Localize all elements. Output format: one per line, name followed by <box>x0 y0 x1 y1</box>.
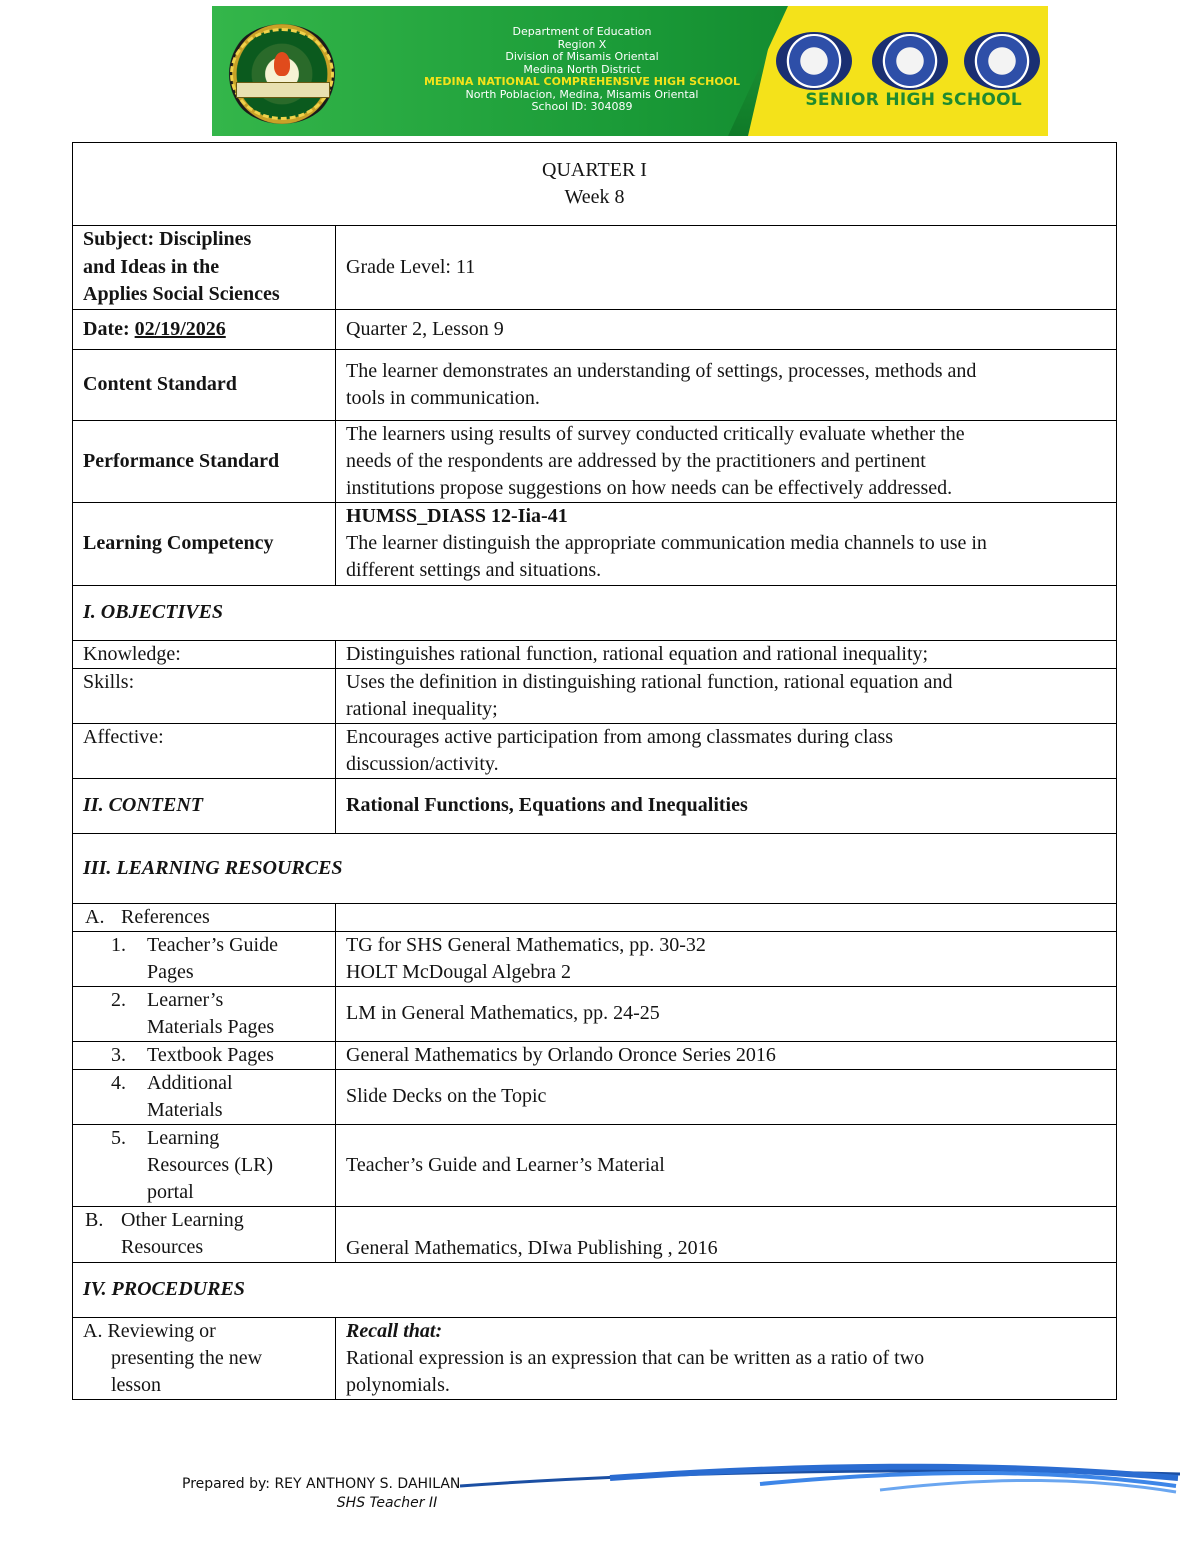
procedures-heading: IV. PROCEDURES <box>73 1262 1117 1317</box>
knowledge-row <box>73 640 1117 668</box>
resource-item-label <box>73 1124 336 1206</box>
text-line: TG for SHS General Mathematics, pp. 30-32 <box>346 933 706 956</box>
affective-text <box>336 723 1117 778</box>
performance-standard-row <box>73 420 1117 502</box>
resource-item-value: General Mathematics by Orlando Oronce Series 2016 <box>336 1041 1117 1069</box>
subject-line: Applies Social Sciences <box>83 283 280 305</box>
school-letterhead <box>362 26 802 114</box>
skills-text <box>336 668 1117 723</box>
text-line: lesson <box>111 1373 161 1396</box>
resource-item-row <box>73 1069 1117 1124</box>
procedures-heading-row <box>73 1262 1117 1317</box>
review-label <box>73 1317 336 1399</box>
references-value <box>336 903 1117 931</box>
content-standard-text <box>336 349 1117 420</box>
list-marker: 2. <box>111 988 126 1011</box>
content-standard-label: Content Standard <box>73 349 336 420</box>
list-marker: 3. <box>111 1043 126 1066</box>
text-line: different settings and situations. <box>346 559 602 581</box>
text-line: Encourages active participation from among classmates during class <box>346 725 894 748</box>
resource-item-label <box>73 931 336 986</box>
text-line: discussion/activity. <box>346 752 499 775</box>
resources-heading: III. LEARNING RESOURCES <box>73 833 1117 903</box>
dept-name: Department of Education <box>512 25 652 38</box>
resource-item-value: Teacher’s Guide and Learner’s Material <box>336 1124 1117 1206</box>
week-title: Week 8 <box>564 186 625 208</box>
text-line: portal <box>147 1180 194 1203</box>
list-marker: 4. <box>111 1071 126 1094</box>
text-line: HOLT McDougal Algebra 2 <box>346 960 571 983</box>
performance-standard-text <box>336 420 1117 502</box>
text-line: Pages <box>147 960 194 983</box>
text-line: Learner’s <box>147 988 224 1011</box>
performance-standard-label: Performance Standard <box>73 420 336 502</box>
school-address: North Poblacion, Medina, Misamis Oriental <box>465 87 699 101</box>
affective-row <box>73 723 1117 778</box>
learning-competency-label: Learning Competency <box>73 502 336 585</box>
quarter-title: QUARTER I <box>542 159 647 181</box>
subject-line: and Ideas in the <box>83 255 220 278</box>
text-line: Resources (LR) <box>147 1153 274 1176</box>
text-line: Other Learning <box>121 1209 244 1231</box>
text-line: Additional <box>147 1071 233 1094</box>
region-name: Region X <box>557 37 607 51</box>
text-line: Rational expression is an expression that can be written as a ratio of two <box>346 1346 925 1369</box>
division-seal-icon <box>872 32 948 90</box>
content-row <box>73 778 1117 833</box>
knowledge-text: Distinguishes rational function, rational equation and rational inequality; <box>336 640 1117 668</box>
list-marker: 1. <box>111 933 126 956</box>
subject-row <box>73 226 1117 310</box>
objectives-heading-row <box>73 585 1117 640</box>
text-line: Uses the definition in distinguishing rational function, rational equation and <box>346 670 953 693</box>
knowledge-label: Knowledge: <box>73 640 336 668</box>
other-resources-label <box>73 1206 336 1262</box>
region-seal-icon <box>964 32 1040 90</box>
text-line: Materials <box>147 1098 223 1121</box>
content-heading: II. CONTENT <box>73 778 336 833</box>
list-marker: A. <box>85 905 105 928</box>
resource-item-value <box>336 931 1117 986</box>
subject-line: Subject: Disciplines <box>83 228 252 250</box>
resource-item-value: LM in General Mathematics, pp. 24-25 <box>336 986 1117 1041</box>
prepared-by: Prepared by: REY ANTHONY S. DAHILAN <box>182 1476 461 1492</box>
references-row <box>73 903 1117 931</box>
text-line: polynomials. <box>346 1373 450 1396</box>
school-seal-icon <box>226 24 338 124</box>
school-id: School ID: 304089 <box>531 100 633 113</box>
affective-label: Affective: <box>73 723 336 778</box>
skills-label: Skills: <box>73 668 336 723</box>
content-standard-row <box>73 349 1117 420</box>
school-name: MEDINA NATIONAL COMPREHENSIVE HIGH SCHOOL <box>423 75 741 88</box>
title-row <box>73 143 1117 226</box>
resource-item-row <box>73 986 1117 1041</box>
resource-item-value: Slide Decks on the Topic <box>336 1069 1117 1124</box>
senior-high-label: SENIOR HIGH SCHOOL <box>805 90 1022 110</box>
text-line: presenting the new <box>111 1346 263 1369</box>
list-marker: 5. <box>111 1126 126 1149</box>
other-resources-value: General Mathematics, DIwa Publishing , 2016 <box>336 1206 1117 1262</box>
date-cell <box>73 309 336 349</box>
text-line: The learner demonstrates an understanding of settings, processes, methods and <box>346 359 977 382</box>
resource-item-label <box>73 986 336 1041</box>
text-line: A. Reviewing or <box>83 1319 216 1342</box>
learning-competency-row <box>73 502 1117 585</box>
text-line: The learner distinguish the appropriate communication media channels to use in <box>346 532 987 554</box>
text-line: Resources <box>121 1236 204 1258</box>
lesson-plan-table <box>72 142 1117 1400</box>
text-line: Teacher’s Guide <box>147 933 278 956</box>
text-line: tools in communication. <box>346 386 540 409</box>
resource-item-row <box>73 1124 1117 1206</box>
resources-heading-row <box>73 833 1117 903</box>
division-name: Division of Misamis Oriental <box>505 50 659 63</box>
learning-competency-text <box>336 502 1117 585</box>
list-marker: B. <box>85 1209 104 1231</box>
objectives-heading: I. OBJECTIVES <box>73 585 1117 640</box>
text-line: The learners using results of survey conducted critically evaluate whether the <box>346 422 965 445</box>
resource-item-label <box>73 1069 336 1124</box>
date-value: 02/19/2026 <box>134 317 226 340</box>
date-label: Date: <box>83 317 135 340</box>
text-line: needs of the respondents are addressed by the practitioners and pertinent <box>346 449 926 472</box>
text-line: institutions propose suggestions on how needs can be effectively addressed. <box>346 476 953 499</box>
date-row <box>73 309 1117 349</box>
other-resources-row <box>73 1206 1117 1262</box>
text-line: Textbook Pages <box>147 1043 274 1066</box>
recall-heading: Recall that: <box>346 1319 443 1342</box>
grade-level: Grade Level: 11 <box>336 226 1117 310</box>
text-line: Learning <box>147 1126 220 1149</box>
review-text <box>336 1317 1117 1399</box>
skills-row <box>73 668 1117 723</box>
competency-code: HUMSS_DIASS 12-Iia-41 <box>346 505 568 527</box>
content-topic: Rational Functions, Equations and Inequalities <box>336 778 1117 833</box>
resource-item-row <box>73 1041 1117 1069</box>
resource-item-row <box>73 931 1117 986</box>
references-label <box>73 903 336 931</box>
district-name: Medina North District <box>523 62 641 76</box>
text-line: Materials Pages <box>147 1015 275 1038</box>
deped-seal-icon <box>776 32 852 90</box>
review-row <box>73 1317 1117 1399</box>
text-line: rational inequality; <box>346 697 498 720</box>
references-text: References <box>121 905 210 928</box>
subject-cell <box>73 226 336 310</box>
school-banner <box>212 6 1048 136</box>
lesson-number: Quarter 2, Lesson 9 <box>336 309 1117 349</box>
teacher-role: SHS Teacher II <box>336 1495 438 1511</box>
resource-item-label <box>73 1041 336 1069</box>
